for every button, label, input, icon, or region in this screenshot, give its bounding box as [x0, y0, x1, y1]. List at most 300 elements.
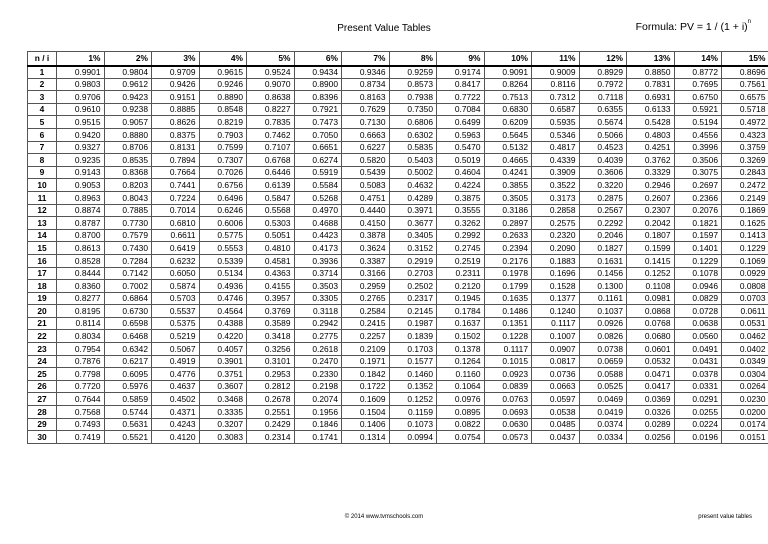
pv-factor-cell: 0.9009 — [532, 66, 580, 79]
rate-header: 1% — [57, 52, 105, 66]
pv-factor-cell: 0.6227 — [342, 141, 390, 154]
pv-factor-cell: 0.2942 — [294, 317, 342, 330]
pv-factor-cell: 0.1159 — [389, 406, 437, 419]
pv-factor-cell: 0.0369 — [627, 393, 675, 406]
pv-factor-cell: 0.1869 — [722, 204, 768, 217]
pv-factor-cell: 0.1987 — [389, 317, 437, 330]
pv-factor-cell: 0.2120 — [437, 280, 485, 293]
pv-factor-cell: 0.0736 — [532, 368, 580, 381]
pv-factor-cell: 0.1314 — [342, 431, 390, 444]
pv-factor-cell: 0.0663 — [532, 380, 580, 393]
pv-factor-cell: 0.6468 — [104, 330, 152, 343]
pv-factor-cell: 0.2919 — [389, 254, 437, 267]
formula-prefix: Formula: PV = 1 / (1 + i) — [635, 21, 748, 33]
pv-factor-cell: 0.4810 — [247, 242, 295, 255]
pv-factor-cell: 0.0981 — [627, 292, 675, 305]
pv-factor-cell: 0.3878 — [342, 229, 390, 242]
pv-factor-cell: 0.1413 — [722, 229, 768, 242]
pv-factor-cell: 0.8131 — [152, 141, 200, 154]
pv-factor-cell: 0.5744 — [104, 406, 152, 419]
period-cell: 19 — [28, 292, 57, 305]
formula-exponent: n — [747, 19, 751, 25]
pv-factor-cell: 0.5859 — [104, 393, 152, 406]
period-cell: 18 — [28, 280, 57, 293]
pv-factor-cell: 0.8638 — [247, 91, 295, 104]
pv-factor-cell: 0.0419 — [579, 406, 627, 419]
period-cell: 2 — [28, 78, 57, 91]
pv-factor-cell: 0.7513 — [484, 91, 532, 104]
pv-factor-cell: 0.7644 — [57, 393, 105, 406]
pv-factor-cell: 0.5645 — [484, 128, 532, 141]
pv-factor-cell: 0.2330 — [294, 368, 342, 381]
pv-factor-cell: 0.2314 — [247, 431, 295, 444]
pv-factor-cell: 0.3083 — [199, 431, 247, 444]
pv-factor-cell: 0.6768 — [247, 154, 295, 167]
pv-factor-cell: 0.6496 — [199, 191, 247, 204]
pv-factor-cell: 0.1821 — [674, 217, 722, 230]
table-row — [28, 355, 768, 368]
pv-factor-cell: 0.0680 — [627, 330, 675, 343]
rate-header: 6% — [294, 52, 342, 66]
pv-factor-cell: 0.9053 — [57, 179, 105, 192]
rate-header: 13% — [627, 52, 675, 66]
pv-factor-cell: 0.8734 — [342, 78, 390, 91]
pv-factor-cell: 0.5470 — [437, 141, 485, 154]
pv-factor-cell: 0.4440 — [342, 204, 390, 217]
pv-factor-cell: 0.2775 — [294, 330, 342, 343]
pv-factor-cell: 0.7954 — [57, 343, 105, 356]
footer-label: present value tables — [698, 514, 752, 520]
pv-factor-cell: 0.3387 — [342, 254, 390, 267]
pv-factor-cell: 0.2470 — [294, 355, 342, 368]
pv-factor-cell: 0.3522 — [532, 179, 580, 192]
pv-factor-cell: 0.9615 — [199, 66, 247, 79]
pv-factor-cell: 0.8277 — [57, 292, 105, 305]
pv-factor-cell: 0.5963 — [437, 128, 485, 141]
pv-factor-cell: 0.1625 — [722, 217, 768, 230]
pv-factor-cell: 0.1161 — [579, 292, 627, 305]
pv-factor-cell: 0.6830 — [484, 103, 532, 116]
rate-header: 2% — [104, 52, 152, 66]
pv-factor-cell: 0.2946 — [627, 179, 675, 192]
pv-factor-cell: 0.1839 — [389, 330, 437, 343]
pv-factor-cell: 0.1807 — [627, 229, 675, 242]
period-cell: 10 — [28, 179, 57, 192]
pv-factor-cell: 0.2519 — [437, 254, 485, 267]
pv-factor-cell: 0.4688 — [294, 217, 342, 230]
pv-factor-cell: 0.8528 — [57, 254, 105, 267]
pv-factor-cell: 0.7224 — [152, 191, 200, 204]
pv-factor-cell: 0.5083 — [342, 179, 390, 192]
pv-factor-cell: 0.3152 — [389, 242, 437, 255]
pv-factor-cell: 0.9420 — [57, 128, 105, 141]
pv-factor-cell: 0.0525 — [579, 380, 627, 393]
pv-factor-cell: 0.4751 — [342, 191, 390, 204]
pv-factor-cell: 0.2812 — [247, 380, 295, 393]
pv-factor-cell: 0.1378 — [437, 343, 485, 356]
pv-factor-cell: 0.0334 — [579, 431, 627, 444]
pv-factor-cell: 0.2076 — [674, 204, 722, 217]
pv-factor-cell: 0.0895 — [437, 406, 485, 419]
table-row — [28, 380, 768, 393]
pv-factor-cell: 0.0693 — [484, 406, 532, 419]
pv-factor-cell: 0.1528 — [532, 280, 580, 293]
pv-factor-cell: 0.8375 — [152, 128, 200, 141]
pv-factor-cell: 0.6598 — [104, 317, 152, 330]
pv-factor-cell: 0.9174 — [437, 66, 485, 79]
pv-factor-cell: 0.5428 — [627, 116, 675, 129]
pv-factor-cell: 0.7462 — [247, 128, 295, 141]
rate-header: 12% — [579, 52, 627, 66]
pv-factor-cell: 0.3936 — [294, 254, 342, 267]
pv-factor-cell: 0.2311 — [437, 267, 485, 280]
pv-factor-cell: 0.7084 — [437, 103, 485, 116]
pv-factor-cell: 0.7599 — [199, 141, 247, 154]
pv-factor-cell: 0.7441 — [152, 179, 200, 192]
pv-factor-cell: 0.7002 — [104, 280, 152, 293]
pv-factor-cell: 0.2042 — [627, 217, 675, 230]
pv-factor-cell: 0.0151 — [722, 431, 768, 444]
pv-factor-cell: 0.8706 — [104, 141, 152, 154]
pv-factor-cell: 0.2897 — [484, 217, 532, 230]
pv-factor-cell: 0.7493 — [57, 418, 105, 431]
pv-factor-cell: 0.1160 — [437, 368, 485, 381]
pv-factor-cell: 0.4155 — [247, 280, 295, 293]
pv-factor-cell: 0.4919 — [152, 355, 200, 368]
pv-factor-cell: 0.3418 — [247, 330, 295, 343]
pv-factor-cell: 0.4220 — [199, 330, 247, 343]
pv-factor-cell: 0.4371 — [152, 406, 200, 419]
pv-factor-cell: 0.8417 — [437, 78, 485, 91]
pv-factor-cell: 0.0437 — [532, 431, 580, 444]
pv-factor-cell: 0.8874 — [57, 204, 105, 217]
pv-factor-cell: 0.2257 — [342, 330, 390, 343]
period-cell: 20 — [28, 305, 57, 318]
pv-factor-cell: 0.6663 — [342, 128, 390, 141]
period-cell: 15 — [28, 242, 57, 255]
pv-factor-cell: 0.9612 — [104, 78, 152, 91]
table-row — [28, 267, 768, 280]
period-cell: 13 — [28, 217, 57, 230]
pv-factor-cell: 0.0256 — [627, 431, 675, 444]
pv-factor-cell: 0.3762 — [627, 154, 675, 167]
pv-factor-cell: 0.9246 — [199, 78, 247, 91]
rate-header: 10% — [484, 52, 532, 66]
pv-factor-cell: 0.2992 — [437, 229, 485, 242]
pv-factor-cell: 0.1635 — [484, 292, 532, 305]
pv-factor-cell: 0.8963 — [57, 191, 105, 204]
pv-factor-cell: 0.1252 — [389, 393, 437, 406]
table-row — [28, 103, 768, 116]
pv-factor-cell: 0.0946 — [674, 280, 722, 293]
pv-factor-cell: 0.0326 — [627, 406, 675, 419]
pv-factor-cell: 0.1240 — [532, 305, 580, 318]
period-cell: 22 — [28, 330, 57, 343]
pv-factor-cell: 0.2307 — [627, 204, 675, 217]
pv-factor-cell: 0.4936 — [199, 280, 247, 293]
pv-factor-cell: 0.7894 — [152, 154, 200, 167]
pv-factor-cell: 0.5674 — [579, 116, 627, 129]
pv-factor-cell: 0.0611 — [722, 305, 768, 318]
pv-factor-cell: 0.1401 — [674, 242, 722, 255]
pv-factor-cell: 0.1486 — [484, 305, 532, 318]
pv-factor-cell: 0.4523 — [579, 141, 627, 154]
pv-factor-cell: 0.3256 — [247, 343, 295, 356]
pv-factor-cell: 0.0462 — [722, 330, 768, 343]
pv-factor-cell: 0.0402 — [722, 343, 768, 356]
pv-factor-cell: 0.5268 — [294, 191, 342, 204]
pv-factor-cell: 0.5921 — [674, 103, 722, 116]
pv-factor-cell: 0.1945 — [437, 292, 485, 305]
pv-factor-cell: 0.0532 — [627, 355, 675, 368]
table-row — [28, 179, 768, 192]
pv-factor-cell: 0.5847 — [247, 191, 295, 204]
pv-factor-cell: 0.4363 — [247, 267, 295, 280]
pv-factor-cell: 0.0230 — [722, 393, 768, 406]
pv-factor-cell: 0.1696 — [532, 267, 580, 280]
pv-factor-cell: 0.8535 — [104, 154, 152, 167]
pv-factor-cell: 0.0573 — [484, 431, 532, 444]
pv-factor-cell: 0.2176 — [484, 254, 532, 267]
pv-factor-cell: 0.2320 — [532, 229, 580, 242]
formula-text — [636, 21, 751, 33]
pv-factor-cell: 0.2317 — [389, 292, 437, 305]
pv-factor-cell: 0.2953 — [247, 368, 295, 381]
pv-factor-cell: 0.2697 — [674, 179, 722, 192]
table-row — [28, 330, 768, 343]
pv-factor-cell: 0.5718 — [722, 103, 768, 116]
pv-factor-cell: 0.1069 — [722, 254, 768, 267]
pv-factor-cell: 0.5439 — [342, 166, 390, 179]
pv-factor-cell: 0.7579 — [104, 229, 152, 242]
pv-factor-cell: 0.3677 — [389, 217, 437, 230]
pv-factor-cell: 0.3468 — [199, 393, 247, 406]
pv-factor-cell: 0.3262 — [437, 217, 485, 230]
pv-factor-cell: 0.5935 — [532, 116, 580, 129]
pv-factor-cell: 0.8880 — [104, 128, 152, 141]
pv-factor-cell: 0.7730 — [104, 217, 152, 230]
pv-factor-cell: 0.9238 — [104, 103, 152, 116]
period-cell: 12 — [28, 204, 57, 217]
pv-factor-cell: 0.2567 — [579, 204, 627, 217]
pv-factor-cell: 0.3329 — [627, 166, 675, 179]
table-row — [28, 393, 768, 406]
pv-factor-cell: 0.3971 — [389, 204, 437, 217]
pv-factor-cell: 0.4224 — [437, 179, 485, 192]
pv-factor-cell: 0.4150 — [342, 217, 390, 230]
pv-factor-cell: 0.1502 — [437, 330, 485, 343]
pv-factor-cell: 0.0304 — [722, 368, 768, 381]
pv-factor-cell: 0.5775 — [199, 229, 247, 242]
pv-factor-cell: 0.9057 — [104, 116, 152, 129]
period-cell: 23 — [28, 343, 57, 356]
pv-factor-cell: 0.6446 — [247, 166, 295, 179]
pv-factor-cell: 0.3220 — [579, 179, 627, 192]
pv-factor-cell: 0.5584 — [294, 179, 342, 192]
pv-factor-cell: 0.2145 — [389, 305, 437, 318]
table-body — [28, 66, 768, 444]
period-cell: 29 — [28, 418, 57, 431]
pv-factor-cell: 0.6302 — [389, 128, 437, 141]
pv-factor-cell: 0.6355 — [579, 103, 627, 116]
pv-factor-cell: 0.1406 — [342, 418, 390, 431]
period-cell: 17 — [28, 267, 57, 280]
table-row — [28, 116, 768, 129]
pv-factor-cell: 0.5194 — [674, 116, 722, 129]
pv-factor-cell: 0.2575 — [532, 217, 580, 230]
pv-factor-cell: 0.4970 — [294, 204, 342, 217]
pv-factor-cell: 0.0289 — [627, 418, 675, 431]
pv-factor-cell: 0.5631 — [104, 418, 152, 431]
pv-factor-cell: 0.0630 — [484, 418, 532, 431]
pv-factor-cell: 0.5976 — [104, 380, 152, 393]
pv-factor-cell: 0.6209 — [484, 116, 532, 129]
table-row — [28, 91, 768, 104]
pv-factor-cell: 0.4039 — [579, 154, 627, 167]
period-cell: 28 — [28, 406, 57, 419]
pv-factor-cell: 0.0907 — [532, 343, 580, 356]
pv-factor-cell: 0.1377 — [532, 292, 580, 305]
pv-factor-cell: 0.1978 — [484, 267, 532, 280]
pv-factor-cell: 0.0349 — [722, 355, 768, 368]
pv-factor-cell: 0.0923 — [484, 368, 532, 381]
period-cell: 1 — [28, 66, 57, 79]
pv-factor-cell: 0.2394 — [484, 242, 532, 255]
pv-factor-cell: 0.5346 — [532, 128, 580, 141]
period-cell: 30 — [28, 431, 57, 444]
rate-header: 7% — [342, 52, 390, 66]
pv-factor-cell: 0.2959 — [342, 280, 390, 293]
pv-factor-cell: 0.7561 — [722, 78, 768, 91]
pv-factor-cell: 0.8626 — [152, 116, 200, 129]
pv-factor-cell: 0.1228 — [484, 330, 532, 343]
pv-factor-cell: 0.2633 — [484, 229, 532, 242]
pv-factor-cell: 0.7720 — [57, 380, 105, 393]
rate-header: 9% — [437, 52, 485, 66]
pv-factor-cell: 0.5134 — [199, 267, 247, 280]
pv-factor-cell: 0.2292 — [579, 217, 627, 230]
pv-factor-cell: 0.9803 — [57, 78, 105, 91]
pv-factor-cell: 0.1264 — [437, 355, 485, 368]
pv-factor-cell: 0.8360 — [57, 280, 105, 293]
pv-factor-cell: 0.1827 — [579, 242, 627, 255]
pv-factor-cell: 0.1007 — [532, 330, 580, 343]
pv-factor-cell: 0.1078 — [674, 267, 722, 280]
pv-factor-cell: 0.1504 — [342, 406, 390, 419]
pv-factor-cell: 0.8163 — [342, 91, 390, 104]
pv-factor-cell: 0.2415 — [342, 317, 390, 330]
pv-factor-cell: 0.9091 — [484, 66, 532, 79]
pv-factor-cell: 0.4339 — [532, 154, 580, 167]
rate-header: 8% — [389, 52, 437, 66]
rate-header: 4% — [199, 52, 247, 66]
pv-factor-cell: 0.2090 — [532, 242, 580, 255]
pv-factor-cell: 0.3503 — [294, 280, 342, 293]
pv-factor-cell: 0.0754 — [437, 431, 485, 444]
pv-factor-cell: 0.9610 — [57, 103, 105, 116]
pv-factor-cell: 0.7107 — [247, 141, 295, 154]
pv-factor-cell: 0.1637 — [437, 317, 485, 330]
pv-factor-cell: 0.1073 — [389, 418, 437, 431]
pv-factor-cell: 0.1460 — [389, 368, 437, 381]
pv-factor-cell: 0.8195 — [57, 305, 105, 318]
table-row — [28, 166, 768, 179]
pv-factor-cell: 0.9070 — [247, 78, 295, 91]
pv-factor-cell: 0.3505 — [484, 191, 532, 204]
pv-factor-cell: 0.2472 — [722, 179, 768, 192]
pv-factor-cell: 0.7722 — [437, 91, 485, 104]
pv-factor-cell: 0.8034 — [57, 330, 105, 343]
pv-factor-cell: 0.4581 — [247, 254, 295, 267]
pv-factor-cell: 0.8900 — [294, 78, 342, 91]
pv-factor-cell: 0.2858 — [532, 204, 580, 217]
pv-factor-cell: 0.3173 — [532, 191, 580, 204]
pv-factor-cell: 0.0200 — [722, 406, 768, 419]
pv-factor-cell: 0.9423 — [104, 91, 152, 104]
pv-factor-cell: 0.9151 — [152, 91, 200, 104]
pv-factor-cell: 0.0588 — [579, 368, 627, 381]
pv-factor-cell: 0.2429 — [247, 418, 295, 431]
pv-factor-cell: 0.8929 — [579, 66, 627, 79]
pv-factor-cell: 0.8548 — [199, 103, 247, 116]
pv-factor-cell: 0.9327 — [57, 141, 105, 154]
pv-factor-cell: 0.5067 — [152, 343, 200, 356]
pv-factor-cell: 0.6050 — [152, 267, 200, 280]
pv-factor-cell: 0.9709 — [152, 66, 200, 79]
pv-factor-cell: 0.7903 — [199, 128, 247, 141]
pv-factor-cell: 0.7026 — [199, 166, 247, 179]
pv-factor-cell: 0.4241 — [484, 166, 532, 179]
pv-factor-cell: 0.9804 — [104, 66, 152, 79]
pv-factor-cell: 0.6931 — [627, 91, 675, 104]
pv-factor-cell: 0.4502 — [152, 393, 200, 406]
pv-factor-cell: 0.1883 — [532, 254, 580, 267]
pv-factor-cell: 0.5303 — [247, 217, 295, 230]
pv-factor-cell: 0.3335 — [199, 406, 247, 419]
pv-factor-cell: 0.8613 — [57, 242, 105, 255]
pv-factor-cell: 0.4173 — [294, 242, 342, 255]
pv-factor-cell: 0.3506 — [674, 154, 722, 167]
pv-factor-cell: 0.4251 — [627, 141, 675, 154]
pv-factor-cell: 0.3855 — [484, 179, 532, 192]
pv-factor-cell: 0.0538 — [532, 406, 580, 419]
pv-factor-cell: 0.4746 — [199, 292, 247, 305]
pv-factor-cell: 0.4564 — [199, 305, 247, 318]
pv-factor-cell: 0.4289 — [389, 191, 437, 204]
pv-factor-cell: 0.0926 — [579, 317, 627, 330]
pv-factor-cell: 0.7876 — [57, 355, 105, 368]
pv-factor-cell: 0.7284 — [104, 254, 152, 267]
period-cell: 26 — [28, 380, 57, 393]
pv-factor-cell: 0.0728 — [674, 305, 722, 318]
pv-factor-cell: 0.7629 — [342, 103, 390, 116]
pv-factor-cell: 0.1631 — [579, 254, 627, 267]
pv-factor-cell: 0.8043 — [104, 191, 152, 204]
pv-factor-cell: 0.5537 — [152, 305, 200, 318]
pv-factor-cell: 0.6232 — [152, 254, 200, 267]
pv-factor-cell: 0.4057 — [199, 343, 247, 356]
corner-header: n / i — [28, 52, 57, 66]
pv-factor-cell: 0.1352 — [389, 380, 437, 393]
pv-factor-cell: 0.4120 — [152, 431, 200, 444]
pv-factor-cell: 0.3186 — [484, 204, 532, 217]
pv-factor-cell: 0.8114 — [57, 317, 105, 330]
pv-factor-cell: 0.6730 — [104, 305, 152, 318]
pv-factor-cell: 0.1722 — [342, 380, 390, 393]
pv-factor-cell: 0.3207 — [199, 418, 247, 431]
period-cell: 8 — [28, 154, 57, 167]
pv-factor-cell: 0.6756 — [199, 179, 247, 192]
